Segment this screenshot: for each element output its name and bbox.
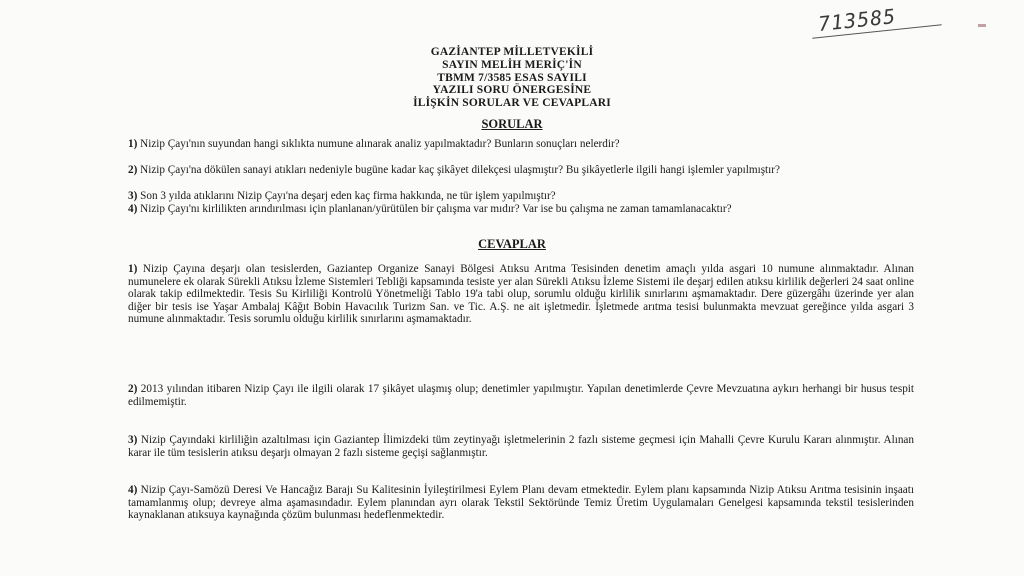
heading-line-3: TBMM 7/3585 ESAS SAYILI bbox=[437, 71, 587, 84]
answer-number: 1) bbox=[128, 263, 138, 275]
heading-line-4: YAZILI SORU ÖNERGESİNE bbox=[432, 84, 592, 97]
document-heading bbox=[300, 46, 724, 110]
question-number: 2) bbox=[128, 164, 138, 176]
answer-item bbox=[128, 263, 914, 326]
question-item bbox=[128, 138, 914, 151]
heading-line-5: İLİŞKİN SORULAR VE CEVAPLARI bbox=[413, 97, 611, 110]
question-number: 1) bbox=[128, 138, 138, 150]
question-item bbox=[128, 190, 914, 203]
heading-line-2: SAYIN MELİH MERİÇ'İN bbox=[442, 58, 582, 71]
answer-number: 3) bbox=[128, 434, 138, 446]
question-text: Nizip Çayı'nın suyundan hangi sıklıkta numune alınarak analiz yapılmaktadır? Bunların sonuçları nelerdir? bbox=[140, 138, 620, 150]
answer-item bbox=[128, 434, 914, 459]
answer-number: 2) bbox=[128, 383, 138, 395]
answer-text: Nizip Çayı-Samözü Deresi Ve Hancağız Barajı Su Kalitesinin İyileştirilmesi Eylem Planı devam etmektedir. Eylem planı kapsamında Nizip Atıksu Arıtma tesisinin inşaatı tamamlanmış olup; devreye alma aşamasındadır. Eylem planından ayrı olarak Tekstil Sektöründe Temiz Üretim Uygulamaları Genelgesi kapsamında tekstil tesislerinden kaynaklanan atıksuya kaynağında çözüm bulunması hedeflenmektedir. bbox=[128, 484, 914, 522]
question-number: 4) bbox=[128, 203, 138, 215]
answer-text: 2013 yılından itibaren Nizip Çayı ile ilgili olarak 17 şikâyet ulaşmış olup; denetimler yapılmıştır. Yapılan denetimlerde Çevre Mevzuatına aykırı herhangi bir husus tespit edilmemiştir. bbox=[128, 383, 915, 408]
answer-number: 4) bbox=[128, 484, 138, 496]
question-item bbox=[128, 164, 914, 177]
answers-title: CEVAPLAR bbox=[478, 237, 546, 251]
question-text: Nizip Çayı'nı kirlilikten arındırılması için planlanan/yürütülen bir çalışma var mıdır? Var ise bu çalışma ne zaman tamamlanacaktır? bbox=[140, 203, 732, 215]
heading-line-1: GAZİANTEP MİLLETVEKİLİ bbox=[430, 46, 594, 58]
question-text: Son 3 yılda atıklarını Nizip Çayı'na deşarj eden kaç firma hakkında, ne tür işlem yapılmıştır? bbox=[140, 190, 556, 202]
question-number: 3) bbox=[128, 190, 138, 202]
questions-title: SORULAR bbox=[481, 117, 543, 131]
question-item bbox=[128, 203, 914, 216]
answer-text: Nizip Çayındaki kirliliğin azaltılması için Gaziantep İlimizdeki tüm zeytinyağı işletmelerinin 2 fazlı sisteme geçmesi için Mahalli Çevre Kurulu Kararı alınmıştır. Alınan karar ile tüm tesislerin atıksu deşarjı olmayan 2 fazlı sisteme geçişi sağlanmıştır. bbox=[128, 434, 914, 459]
answer-item bbox=[128, 484, 914, 522]
page-corner-mark bbox=[978, 24, 986, 27]
question-text: Nizip Çayı'na dökülen sanayi atıkları nedeniyle bugüne kadar kaç şikâyet dilekçesi ulaşmıştır? Bu şikâyetlerle ilgili hangi işlemler yapılmıştır? bbox=[140, 164, 780, 176]
answer-item bbox=[128, 383, 914, 408]
answer-text: Nizip Çayına deşarjı olan tesislerden, Gaziantep Organize Sanayi Bölgesi Atıksu Arıtma Tesisinden denetim amaçlı yılda asgari 10 numune alınmaktadır. Alınan numunelere ek olarak Sürekli Atıksu İzleme Sistemleri Tebliği kapsamında tesiste yer alan Sürekli Atıksu İzleme Sistemi ile deşarj edilen atıksu kirlilik değerleri 24 saat online olarak takip edilmektedir. Tesis Su Kirliliği Kontrolü Yönetmeliği Tablo 19'a tabi olup, sorumlu olduğu kirlilik sınırlarını aşmamaktadır. Dere güzergâhı üzerinde yer alan diğer bir tesis ise Yaşar Ambalaj Kâğıt Bobin Havacılık Turizm San. ve Tic. A.Ş. ne ait işletmedir. İşletmede arıtma tesisi bulunmakta mevzuat gereğince yılda asgari 3 numune alınmaktadır. Tesis sorumlu olduğu kirlilik sınırlarını aşmamaktadır. bbox=[128, 263, 915, 326]
handwritten-reference-number: 713585 bbox=[816, 3, 898, 37]
